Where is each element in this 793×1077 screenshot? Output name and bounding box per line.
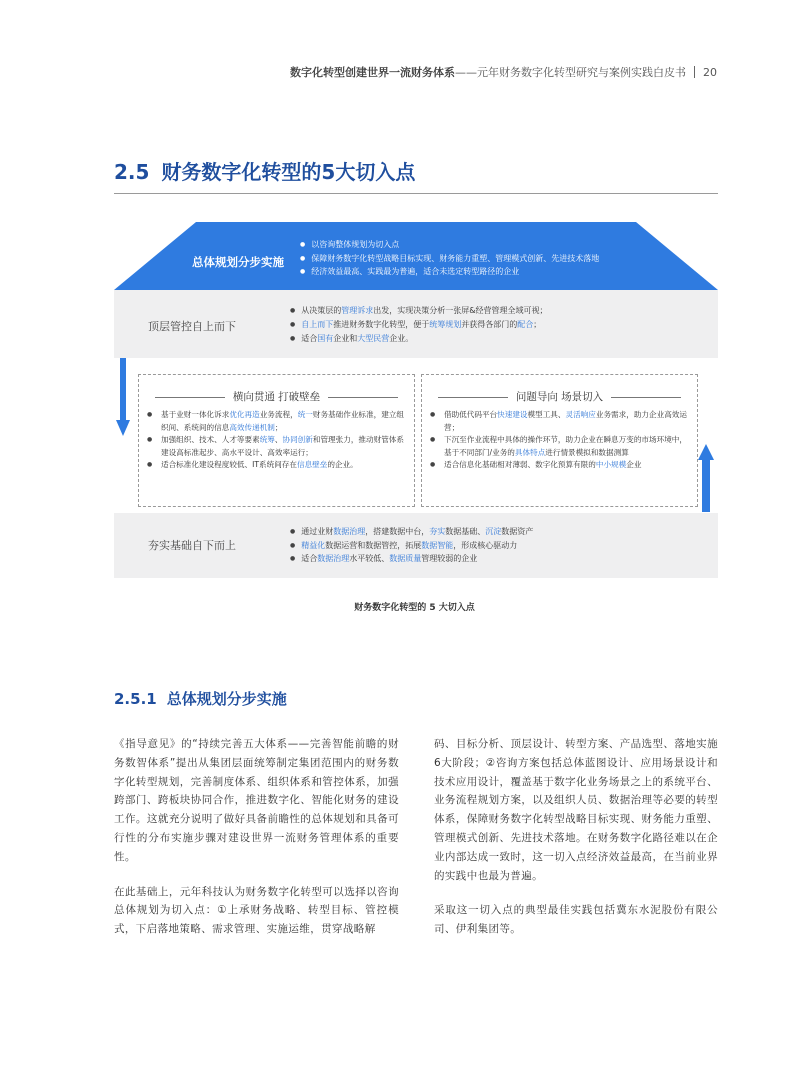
horizontal-box	[138, 374, 415, 507]
problem-box	[421, 374, 698, 507]
top-band	[114, 290, 718, 358]
body-left-column	[114, 735, 399, 955]
section-number: 2.5	[114, 160, 150, 184]
problem-box-bullets	[430, 409, 688, 472]
section-title-text: 财务数字化转型的5大切入点	[161, 160, 416, 184]
body-paragraph: 在此基础上，元年科技认为财务数字化转型可以选择以咨询总体规划为切入点：①上承财务战略、转型目标、管控模式，下启落地策略、需求管理、实施运维，贯穿战略解	[114, 885, 399, 936]
bottom-band-label: 夯实基础自下而上	[148, 539, 236, 552]
entry-points-diagram	[114, 222, 718, 578]
subsection-number: 2.5.1	[114, 690, 157, 708]
body-paragraph: 码、目标分析、顶层设计、转型方案、产品选型、落地实施6大阶段；②咨询方案包括总体蓝图设计、应用场景设计和技术应用设计，覆盖基于数字化业务场景之上的系统平台、业务流程规划方案，以及组织人员、数据治理等必要的转型体系，保障财务数字化转型战略目标实现、财务能力重塑、管理模式创新、先进技术落地。在财务数字化路径难以在企业内部达成一致时，这一切入点经济效益最高，在当前业界的实践中也最为普遍。	[434, 738, 718, 882]
horizontal-bullet: ● 加强组织、技术、人才等要素统筹、协同创新和管理张力，推动财管体系建设高标准起步、高水平设计、高效率运行；	[147, 434, 405, 459]
problem-box-title: 问题导向 场景切入	[422, 389, 697, 404]
subsection-title-text: 总体规划分步实施	[166, 690, 287, 708]
body-right-column	[434, 735, 718, 955]
horizontal-box-bullets	[147, 409, 405, 472]
bottom-bullet: ● 精益化数据运营和数据管控，拓展数据智能，形成核心驱动力	[290, 539, 533, 553]
top-bullet: ● 自上而下推进财务数字化转型，便于统筹规划并获得各部门的配合；	[290, 318, 548, 332]
body-paragraph: 采取这一切入点的典型最佳实践包括冀东水泥股份有限公司、伊利集团等。	[434, 904, 718, 936]
horizontal-bullet: ● 适合标准化建设程度较低、IT系统间存在信息壁垒的企业。	[147, 459, 405, 472]
running-header	[290, 64, 717, 80]
roof-bullet: ● 以咨询整体规划为切入点	[300, 238, 599, 252]
bottom-bullet: ● 通过业财数据治理，搭建数据中台，夯实数据基础、沉淀数据资产	[290, 525, 533, 539]
figure-caption: 财务数字化转型的 5 大切入点	[354, 603, 475, 613]
top-band-label: 顶层管控自上而下	[148, 320, 236, 333]
horizontal-bullet: ● 基于业财一体化诉求优化再造业务流程，统一财务基础作业标准，建立组织间、系统间的信息高效传递机制；	[147, 409, 405, 434]
page-number: 20	[703, 65, 717, 79]
section-title	[114, 156, 415, 185]
problem-bullet: ● 下沉至作业流程中具体的操作环节，助力企业在瞬息万变的市场环境中，基于不同部门/业务的具体特点进行情景模拟和数据测算	[430, 434, 688, 459]
top-band-bullets	[290, 304, 548, 346]
problem-bullet: ● 借助低代码平台快速建设模型工具、灵活响应业务需求，助力企业高效运营；	[430, 409, 688, 434]
header-title-rest: ——元年财务数字化转型研究与案例实践白皮书	[455, 66, 686, 79]
roof-bullet: ● 保障财务数字化转型战略目标实现、财务能力重塑、管理模式创新、先进技术落地	[300, 252, 599, 266]
roof-label: 总体规划分步实施	[192, 255, 284, 269]
subsection-title	[114, 688, 287, 709]
header-separator	[694, 66, 695, 78]
body-paragraph: 《指导意见》的“持续完善五大体系——完善智能前瞻的财务数智体系”提出从集团层面统筹制定集团范围内的财务数字化转型规划，完善制度体系、组织体系和管控体系，加强跨部门、跨板块协同合作，推进数字化、智能化财务的建设工作。这就充分说明了做好具备前瞻性的总体规划和具备可行性的分布实施步骤对建设世界一流财务管理体系的重要性。	[114, 738, 399, 863]
horizontal-box-title: 横向贯通 打破壁垒	[139, 389, 414, 404]
section-rule	[114, 193, 718, 194]
problem-bullet: ● 适合信息化基础相对薄弱、数字化预算有限的中小规模企业	[430, 459, 688, 472]
top-bullet: ● 适合国有企业和大型民营企业。	[290, 332, 548, 346]
top-bullet: ● 从决策层的管理诉求出发，实现决策分析一张屏&经营管理全域可视；	[290, 304, 548, 318]
arrow-down-icon	[116, 358, 130, 436]
roof-bullets	[300, 238, 599, 279]
bottom-bullet: ● 适合数据治理水平较低、数据质量管理较弱的企业	[290, 552, 533, 566]
arrow-up-icon	[698, 444, 714, 512]
roof-bullet: ● 经济效益最高、实践最为普遍，适合未选定转型路径的企业	[300, 265, 599, 279]
bottom-band	[114, 513, 718, 578]
header-title-bold: 数字化转型创建世界一流财务体系	[290, 66, 455, 79]
bottom-band-bullets	[290, 525, 533, 566]
